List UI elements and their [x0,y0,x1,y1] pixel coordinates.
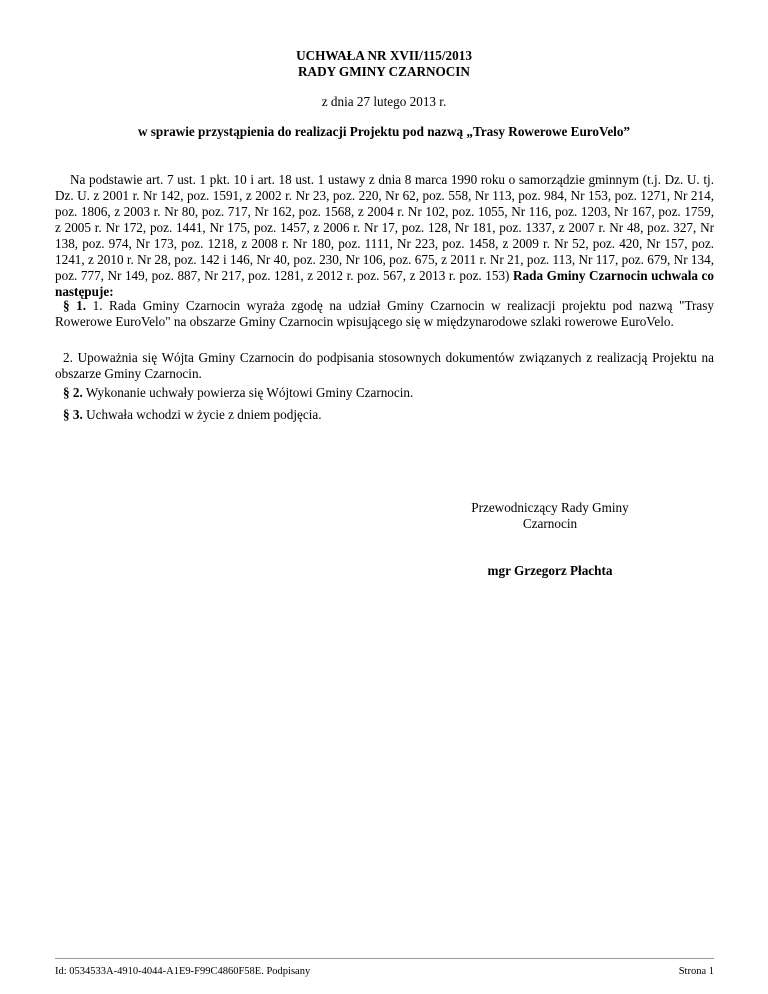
council-name: RADY GMINY CZARNOCIN [298,64,470,79]
section-1-point-1-text: 1. Rada Gminy Czarnocin wyraża zgodę na udział Gminy Czarnocin w realizacji projektu pod nazwą "Trasy Rowerowe EuroVelo" na obszarze Gminy Czarnocin wpisującego się w międzynarodowe szlaki rowerowe EuroVelo. [55,298,715,329]
signature-role-line-2: Czarnocin [522,516,578,531]
resolution-subject: w sprawie przystąpienia do realizacji Projektu pod nazwą „Trasy Rowerowe EuroVelo” [137,124,631,139]
section-2 [55,385,714,401]
footer-divider [55,958,714,959]
legal-basis-paragraph [55,172,714,300]
section-1-point-2-text: 2. Upoważnia się Wójta Gminy Czarnocin do podpisania stosownych dokumentów związanych z realizacją Projektu na obszarze Gminy Czarnocin. [55,350,714,381]
signature-role-line-1: Przewodniczący Rady Gminy [471,500,629,515]
section-2-text: Wykonanie uchwały powierza się Wójtowi Gminy Czarnocin. [85,385,414,400]
resolution-phrase: Rada Gminy Czarnocin uchwala co następuje: [55,268,714,299]
section-3-text: Uchwała wchodzi w życie z dniem podjęcia. [86,407,322,422]
signatory-name: mgr Grzegorz Płachta [487,563,613,578]
footer-document-id: Id: 0534533A-4910-4044-A1E9-F99C4860F58E. Podpisany [55,966,311,977]
section-3 [55,407,714,423]
section-1-point-2 [55,350,714,382]
legal-basis-text: Na podstawie art. 7 ust. 1 pkt. 10 i art. 18 ust. 1 ustawy z dnia 8 marca 1990 roku o samorządzie gminnym (t.j. Dz. U. tj. Dz. U. z 2001 r. Nr 142, poz. 1591, z 2002 r. Nr 23, poz. 220, Nr 62, poz. 558, Nr 113, poz. 984, Nr 153, poz. 1271, Nr 214, poz. 1806, z 2003 r. Nr 80, poz. 717, Nr 162, poz. 1568, z 2004 r. Nr 102, poz. 1055, Nr 116, poz. 1203, Nr 167, poz. 1759, z 2005 r. Nr 172, poz. 1441, Nr 175, poz. 1457, z 2006 r. Nr 17, poz. 128, Nr 181, poz. 1337, z 2007 r. Nr 48, poz. 327, Nr 138, poz. 974, Nr 173, poz. 1218, z 2008 r. Nr 180, poz. 1111, Nr 223, poz. 1458, z 2009 r. Nr 52, poz. 420, Nr 157, poz. 1241, z 2010 r. Nr 28, poz. 142 i 146, Nr 40, poz. 230, Nr 106, poz. 675, z 2011 r. Nr 21, poz. 113, Nr 117, poz. 679, Nr 134, poz. 777, Nr 149, poz. 887, Nr 217, poz. 1281, z 2012 r. poz. 567, z 2013 r. poz. 153) [55,172,714,283]
resolution-date: z dnia 27 lutego 2013 r. [321,94,447,109]
section-1-mark: § 1. [63,298,87,313]
section-3-mark: § 3. [63,407,83,422]
resolution-number: UCHWAŁA NR XVII/115/2013 [296,48,472,63]
signature-role [432,500,668,532]
footer-page-number: Strona 1 [678,966,714,977]
section-2-mark: § 2. [63,385,83,400]
section-1-point-1 [55,298,714,330]
